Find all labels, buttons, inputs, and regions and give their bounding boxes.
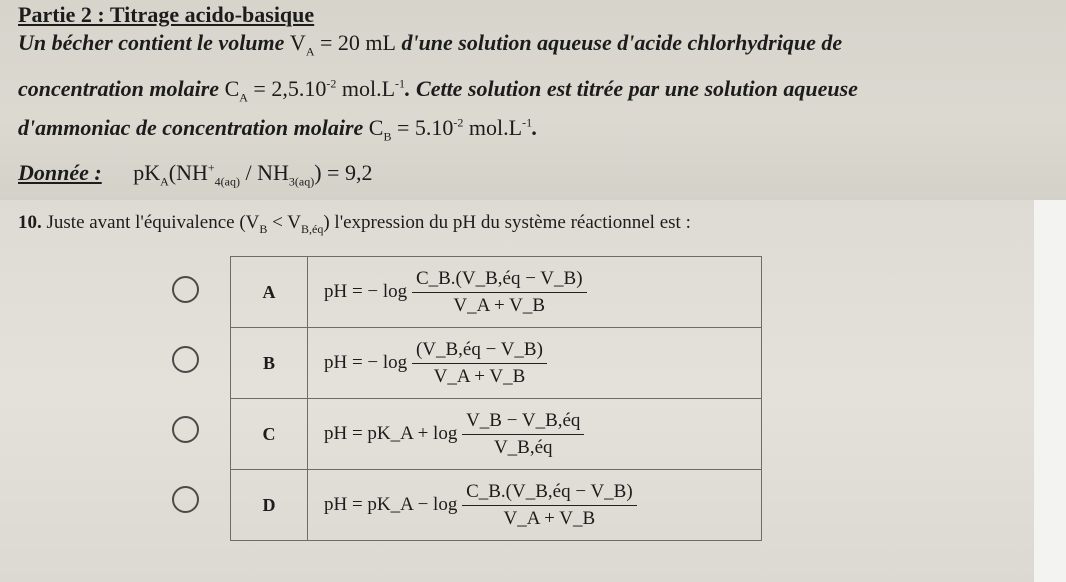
statement-line-2 <box>18 76 858 105</box>
formula-denominator: V_A + V_B <box>503 507 596 529</box>
ca-value: = 2,5.10 <box>253 76 327 101</box>
option-formula-d <box>308 470 762 541</box>
radio-option-b[interactable] <box>172 346 199 373</box>
line2-text: concentration molaire <box>18 76 220 101</box>
nh4-charge: + <box>207 160 215 175</box>
ca-unit: mol.L <box>341 76 396 101</box>
option-formula-b <box>308 328 762 399</box>
option-formula-c <box>308 399 762 470</box>
cb-sub: B <box>383 129 392 144</box>
ca-symbol: C <box>224 76 240 101</box>
volume-sub: A <box>305 44 315 59</box>
formula-numerator: (V_B,éq − V_B) <box>412 337 547 364</box>
question-cond-mid: < V <box>272 212 301 233</box>
pk-symbol: pK <box>133 160 161 185</box>
nh3-base: / NH <box>245 160 289 185</box>
pk-value: ) = 9,2 <box>314 160 373 185</box>
formula-numerator: C_B.(V_B,éq − V_B) <box>462 479 637 506</box>
line2-text2: . Cette solution est titrée par une solution aqueuse <box>405 76 858 101</box>
formula-numerator: C_B.(V_B,éq − V_B) <box>412 266 587 293</box>
question-cond-sub2: B,éq <box>301 221 324 236</box>
nh4-base: (NH <box>168 160 208 185</box>
page-edge <box>1034 200 1066 582</box>
cb-exp: -2 <box>453 115 464 130</box>
option-row-b[interactable] <box>231 328 762 399</box>
ca-unit-exp: -1 <box>395 76 406 91</box>
option-letter: D <box>231 470 308 541</box>
options-table <box>230 256 762 541</box>
formula-prefix: pH = − log <box>324 351 408 373</box>
pk-sub: A <box>160 174 169 189</box>
radio-option-a[interactable] <box>172 276 199 303</box>
cb-symbol: C <box>368 115 384 140</box>
ca-sub: A <box>239 90 248 105</box>
question-cond-close: ) <box>323 212 330 233</box>
line3-text: d'ammoniac de concentration molaire <box>18 115 364 140</box>
line3-end: . <box>532 115 538 140</box>
radio-option-c[interactable] <box>172 416 199 443</box>
nh3-sub: 3(aq) <box>288 174 315 189</box>
question-cond-sub1: B <box>259 221 268 236</box>
question-10 <box>18 212 691 237</box>
part-title: Partie 2 : Titrage acido-basique <box>18 2 315 27</box>
question-number: 10. <box>18 212 42 233</box>
formula-prefix: pH = pK_A + log <box>324 422 458 444</box>
question-text-after: l'expression du pH du système réactionnel est : <box>334 212 691 233</box>
question-cond: (V <box>239 212 260 233</box>
volume-symbol: V <box>289 30 306 55</box>
option-formula-a <box>308 257 762 328</box>
option-letter: C <box>231 399 308 470</box>
formula-prefix: pH = pK_A − log <box>324 493 458 515</box>
cb-unit: mol.L <box>468 115 523 140</box>
question-text-before: Juste avant l'équivalence <box>46 212 235 233</box>
donnee-label: Donnée : <box>18 160 102 185</box>
formula-denominator: V_A + V_B <box>453 294 546 316</box>
formula-numerator: V_B − V_B,éq <box>462 408 584 435</box>
formula-denominator: V_B,éq <box>493 436 553 458</box>
radio-option-d[interactable] <box>172 486 199 513</box>
donnee-line <box>18 160 372 189</box>
line1-text: Un bécher contient le volume <box>18 30 285 55</box>
formula-prefix: pH = − log <box>324 280 408 302</box>
statement-line-3 <box>18 115 538 144</box>
volume-value: = 20 mL <box>319 30 396 55</box>
nh4-sub: 4(aq) <box>214 174 240 189</box>
statement-line-1 <box>18 30 842 59</box>
option-row-d[interactable] <box>231 470 762 541</box>
line1-text2: d'une solution aqueuse d'acide chlorhydrique de <box>401 30 843 55</box>
cb-value: = 5.10 <box>396 115 454 140</box>
option-row-a[interactable] <box>231 257 762 328</box>
cb-unit-exp: -1 <box>522 115 533 130</box>
ca-exp: -2 <box>326 76 337 91</box>
option-letter: A <box>231 257 308 328</box>
formula-denominator: V_A + V_B <box>433 365 526 387</box>
option-letter: B <box>231 328 308 399</box>
option-row-c[interactable] <box>231 399 762 470</box>
